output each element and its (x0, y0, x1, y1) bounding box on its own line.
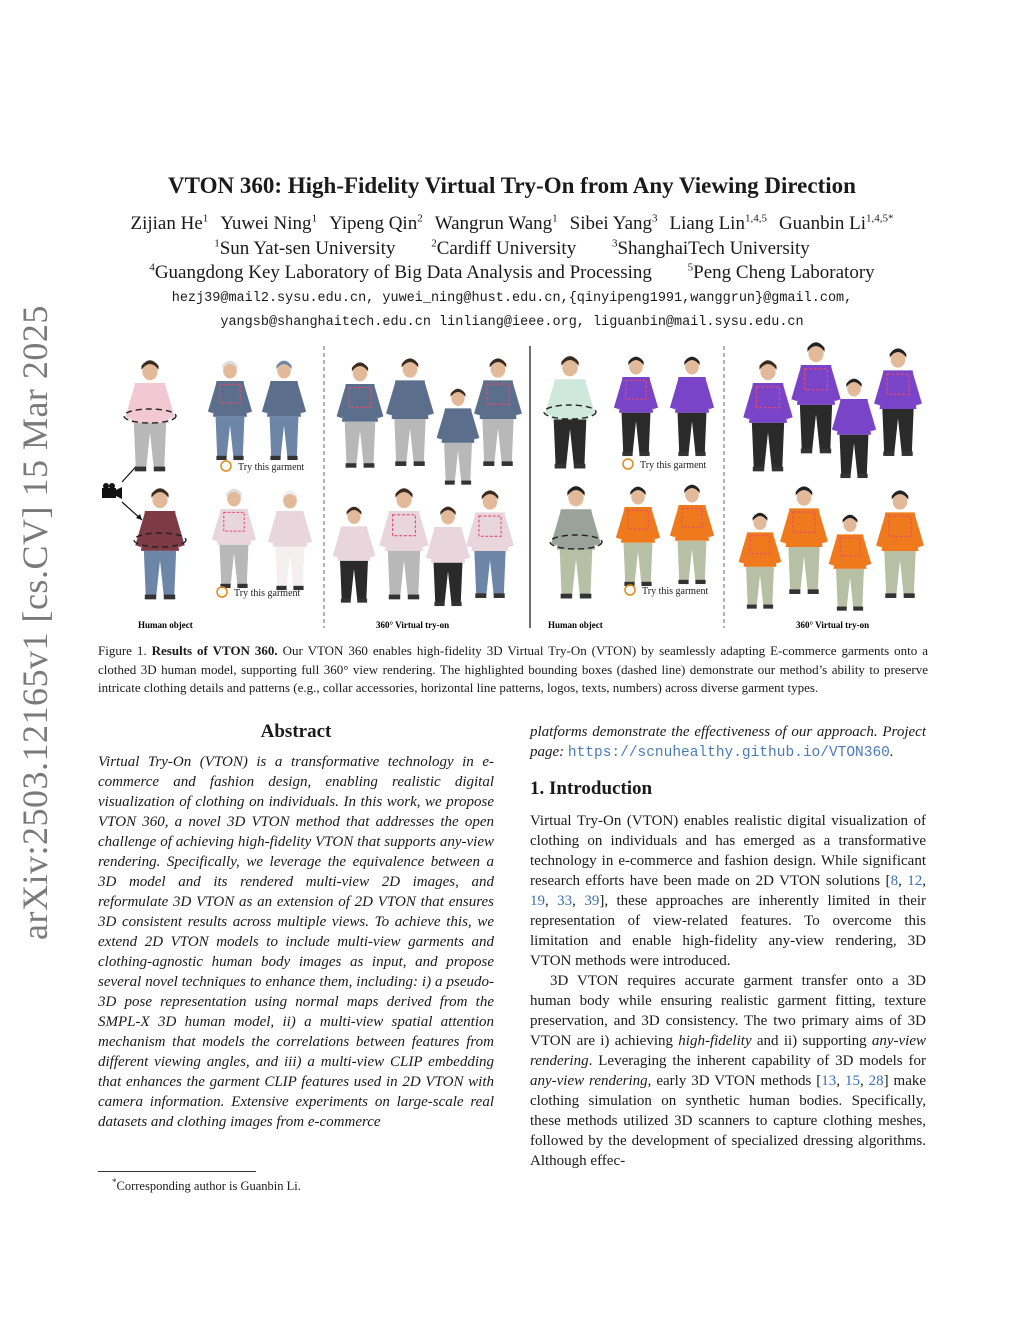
tryon-woman-2d (466, 490, 514, 598)
citation-link[interactable]: 33 (557, 893, 573, 909)
bulb-icon (221, 461, 231, 471)
emails-line-2: yangsb@shanghaitech.edu.cn linliang@ieee.org, liguanbin@mail.sysu.edu.cn (220, 315, 804, 330)
human-object-man-1 (545, 356, 595, 468)
try-garment-text: Try this garment (238, 462, 305, 473)
author-name: Wangrun Wang$^1$ (434, 213, 558, 235)
tryon-man-1a (743, 360, 792, 471)
camera-icon (102, 483, 122, 499)
affiliation: $^4$Guangdong Key Laboratory of Big Data Analysis and Processing (149, 262, 652, 284)
tryon-man-2c (829, 515, 872, 611)
footnote-rule (98, 1171, 256, 1172)
garment-purple-back (670, 357, 714, 456)
author-name: Zijian He$^1$ (130, 213, 209, 235)
paper-title: VTON 360: High-Fidelity Virtual Try-On from Any Viewing Direction (168, 173, 856, 198)
introduction-heading: 1. Introduction (530, 778, 653, 799)
figure-1 (98, 342, 928, 634)
tryon-man-2b (780, 486, 828, 594)
tryon-man-2d (876, 490, 924, 598)
tryon-man-2a (739, 513, 782, 609)
label-360-tryon-1: 360° Virtual try-on (376, 620, 450, 630)
author-name: Yipeng Qin$^2$ (329, 213, 423, 235)
tryon-man-1b (791, 342, 840, 453)
emails-line-1: hezj39@mail2.sysu.edu.cn, yuwei_ning@hust.edu.cn,{qinyipeng1991,wanggrun}@gmail.com, (171, 291, 853, 306)
citation-link[interactable]: 13 (821, 1073, 837, 1089)
arxiv-identifier[interactable]: arXiv:2503.12165v1 [cs.CV] 15 Mar 2025 (15, 305, 55, 940)
tryon-woman-1c (437, 389, 480, 485)
tryon-woman-2b (379, 488, 428, 599)
try-garment-label-1 (221, 461, 305, 473)
figure-caption: Figure 1. Results of VTON 360. Our VTON 360 enables high-fidelity 3D Virtual Try-On (VTON) by seamlessly adapting E-commerce garments onto a clothed 3D human model, supporting full 360° view rendering. The highlighted bounding boxes (dashed line) demonstrate our method’s ability to preserve intricate clothing details and patterns (e.g., collar accessories, horizontal line patterns, logos, texts, numbers) across diverse garment types. (98, 643, 928, 695)
tryon-woman-1d (474, 358, 522, 466)
bulb-icon (625, 585, 635, 595)
tryon-man-1d (874, 348, 922, 456)
author-name: Liang Lin$^{1,4,5}$ (669, 213, 767, 235)
tryon-woman-2c (426, 507, 470, 606)
project-page-link[interactable]: https://scnuhealthy.github.io/VTON360 (567, 745, 890, 761)
intro-paragraph-2: 3D VTON requires accurate garment transfer onto a 3D human body while ensuring realistic garment fitting, texture preservation, and 3D consistency. The two primary aims of 3D VTON are i) achieving high-fidelity and ii) supporting any-view rendering. Leveraging the inherent capability of 3D models for any-view rendering, early 3D VTON methods [13, 15, 28] make clothing simulation on synthetic human bodies. Specifically, these methods utilized 3D scanners to capture clothing meshes, followed by the development of specialized dressing algorithms. Although effec- (530, 973, 927, 1169)
garment-denim-back (208, 361, 252, 460)
citation-link[interactable]: 15 (844, 1073, 860, 1089)
author-affiliation-mark: 3 (652, 213, 658, 225)
abstract-body: Virtual Try-On (VTON) is a transformative technology in e-commerce and fashion design, enabling realistic digital visualization of clothing on individuals. In this work, we propose VTON 360, a novel 3D VTON method that addresses the open challenge of achieving high-fidelity VTON that supports any-view rendering. Specifically, we leverage the equivalence between a 3D model and its rendered multi-view 2D images, and reformulate 3D VTON as an extension of 2D VTON that ensures 3D consistent results across multiple views. To achieve this, we extend 2D VTON models to include multi-view garments and clothing-agnostic human body images as input, and propose several novel techniques to enhance them, including: i) a pseudo-3D pose representation using normal maps derived from the SMPL-X 3D human model, ii) a multi-view spatial attention mechanism that models the correlations between features from different viewing angles, and iii) a multi-view CLIP embedding that enhances the garment CLIP features used in 2D VTON with camera information. Extensive experiments on large-scale real datasets and clothing images from e-commerce (98, 754, 494, 1130)
author-affiliation-mark: 1 (311, 213, 318, 225)
human-object-man-2 (551, 486, 601, 598)
citation-link[interactable]: 28 (868, 1073, 884, 1089)
bulb-icon (623, 459, 633, 469)
author-affiliation-mark: 1,4,5* (866, 213, 894, 225)
label-human-object-2: Human object (548, 620, 603, 630)
garment-orange-front (616, 487, 660, 586)
author-name: Guanbin $Li^{1,4,5*}$ (778, 213, 894, 235)
try-garment-text: Try this garment (234, 588, 301, 599)
affiliation: $^5$Peng Cheng Laboratory (687, 262, 875, 284)
affiliation: $^3$ShanghaiTech University (611, 238, 810, 260)
author-affiliation-mark: 1 (202, 213, 209, 225)
right-column (530, 722, 926, 1171)
try-garment-label-4 (625, 585, 709, 597)
tryon-woman-2a (333, 507, 376, 603)
label-360-tryon-2: 360° Virtual try-on (796, 620, 870, 630)
label-human-object-1: Human object (138, 620, 193, 630)
human-object-woman-1 (125, 360, 174, 471)
bulb-icon (217, 587, 227, 597)
garment-striped-front (268, 491, 312, 590)
tryon-woman-1a (337, 362, 384, 467)
garment-purple-front (614, 357, 658, 456)
try-garment-text: Try this garment (640, 460, 707, 471)
author-name: Sibei Yang$^3$ (569, 213, 658, 235)
citation-link[interactable]: 8 (890, 873, 899, 889)
try-garment-text: Try this garment (642, 586, 709, 597)
citation-link[interactable]: 12 (907, 873, 923, 889)
citation-link[interactable]: 39 (584, 893, 600, 909)
human-object-woman-2 (135, 488, 184, 599)
affiliations-line-2 (90, 262, 934, 284)
author-affiliation-mark: 1,4,5 (744, 213, 767, 225)
author-affiliation-mark: 2 (417, 213, 423, 225)
abstract-continued: platforms demonstrate the effectiveness of our approach. Project page: https://scnuhealthy.github.io/VTON360. (530, 724, 926, 761)
abstract-heading: Abstract (260, 721, 332, 742)
garment-denim-front (262, 361, 306, 460)
try-garment-label-3 (623, 459, 707, 471)
citation-link[interactable]: 19 (530, 893, 545, 909)
affiliation: $^2$Cardiff University (431, 238, 577, 260)
author-name: Yuwei Ning$^1$ (220, 213, 318, 235)
left-column (98, 722, 494, 1132)
author-affiliation-mark: 1 (552, 213, 558, 225)
footnote: *Corresponding author is Guanbin Li. (112, 1177, 301, 1194)
tryon-woman-1b (386, 358, 434, 466)
affiliation: $^1$Sun Yat-sen University (214, 238, 396, 260)
affiliations-line-1 (90, 238, 934, 260)
intro-paragraph-1: Virtual Try-On (VTON) enables realistic digital visualization of clothing on individuals and has emerged as a transformative technology in e-commerce and fashion design. While significant research efforts have been made on 2D VTON solutions [8, 12, 19, 33, 39], these approaches are inherently limited in their representation of view-related features. To overcome this limitation and enable high-fidelity any-view rendering, 3D VTON methods were introduced. (530, 813, 927, 969)
author-list (90, 213, 934, 235)
garment-striped-back (212, 489, 256, 588)
garment-orange-back (670, 485, 714, 584)
try-garment-label-2 (217, 587, 301, 599)
